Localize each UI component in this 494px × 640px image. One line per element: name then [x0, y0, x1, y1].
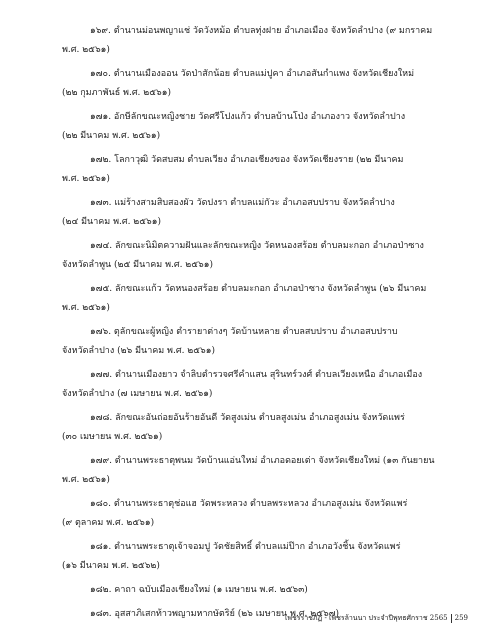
footer-divider	[451, 614, 452, 623]
entry-continuation-line: จังหวัดลำปาง (๗ เมษายน พ.ศ. ๒๕๖๑)	[62, 389, 213, 399]
bibliography-entry	[62, 581, 467, 600]
entry-first-line: ๑๗๘. ลักขณะอันถ่อยอันร้ายอันดี วัดสูงเม่น ตำบลสูงเม่น อำเภอสูงเม่น จังหวัดแพร่	[90, 413, 405, 423]
footer-journal-title: เพชรราชภัฏ - เพชรล้านนา ประจำปีพุทธศักราช 2565	[284, 614, 448, 622]
entry-first-line: ๑๗๙. ตำนานพระธาตุพนม วัดบ้านแอ่นใหม่ อำเภอดอยเต่า จังหวัดเชียงใหม่ (๑๓ กันยายน	[90, 456, 435, 466]
bibliography-entry	[62, 237, 467, 275]
bibliography-entry	[62, 22, 467, 60]
bibliography-entry	[62, 280, 467, 318]
entry-first-line: ๑๘๒. คาถา ฉบับเมืองเชียงใหม่ (๑ เมษายน พ.ศ. ๒๕๖๓)	[90, 585, 308, 595]
entry-continuation-line: พ.ศ. ๒๕๖๑)	[62, 303, 110, 313]
bibliography-list	[62, 22, 467, 629]
entry-first-line: ๑๗๓. แม่ร้างสามสิบสองผัว วัดปงรา ตำบลแม่กัวะ อำเภอสบปราบ จังหวัดลำปาง	[90, 198, 395, 208]
page-footer	[268, 613, 468, 623]
bibliography-entry	[62, 108, 467, 146]
bibliography-entry	[62, 538, 467, 576]
bibliography-entry	[62, 409, 467, 447]
entry-first-line: ๑๘๐. ตำนานพระธาตุช่อแฮ วัดพระหลวง ตำบลพระหลวง อำเภอสูงเม่น จังหวัดแพร่	[90, 499, 408, 509]
entry-first-line: ๑๗๔. ลักขณะนิมิตความฝันและลักขณะหญิง วัดหนองสร้อย ตำบลมะกอก อำเภอป่าซาง	[90, 241, 424, 251]
entry-continuation-line: จังหวัดลำพูน (๒๕ มีนาคม พ.ศ. ๒๕๖๑)	[62, 260, 213, 270]
entry-first-line: ๑๗๗. ตำนานเมืองยาว จำลิบตำรวจศรีคำแสน สุรินทร์วงศ์ ตำบลเวียงเหนือ อำเภอเมือง	[90, 370, 423, 380]
bibliography-entry	[62, 366, 467, 404]
bibliography-entry	[62, 65, 467, 103]
entry-first-line: ๑๗๕. ลักขณะแก้ว วัดหนองสร้อย ตำบลมะกอก อำเภอป่าซาง จังหวัดลำพูน (๒๖ มีนาคม	[90, 284, 427, 294]
entry-continuation-line: (๒๔ มีนาคม พ.ศ. ๒๕๖๑)	[62, 217, 161, 227]
entry-continuation-line: จังหวัดลำปาง (๒๖ มีนาคม พ.ศ. ๒๕๖๑)	[62, 346, 215, 356]
entry-first-line: ๑๗๖. ตุลักขณะผู้หญิง ตำรายาต่างๆ วัดบ้านหลาย ตำบลสบปราบ อำเภอสบปราบ	[90, 327, 398, 337]
entry-first-line: ๑๗๐. ตำนานเมืองออน วัดป่าสักน้อย ตำบลแม่ปูคา อำเภอสันกำแพง จังหวัดเชียงใหม่	[90, 69, 415, 79]
page-number: 259	[454, 614, 468, 622]
bibliography-entry	[62, 323, 467, 361]
entry-first-line: ๑๗๒. โลกาวุฒิ วัดสบสม ตำบลเวียง อำเภอเชียงของ จังหวัดเชียงราย (๒๒ มีนาคม	[90, 155, 404, 165]
entry-continuation-line: พ.ศ. ๒๕๖๑)	[62, 45, 110, 55]
entry-first-line: ๑๖๙. ตำนานม่อนพญาแช่ วัดวังหม้อ ตำบลทุ่งฝาย อำเภอเมือง จังหวัดลำปาง (๙ มกราคม	[90, 26, 433, 36]
bibliography-entry	[62, 452, 467, 490]
entry-continuation-line: (๓๐ เมษายน พ.ศ. ๒๕๖๑)	[62, 432, 163, 442]
bibliography-entry	[62, 495, 467, 533]
entry-continuation-line: (๑๖ มีนาคม พ.ศ. ๒๕๖๒)	[62, 561, 160, 571]
entry-continuation-line: พ.ศ. ๒๕๖๑)	[62, 475, 110, 485]
entry-continuation-line: (๙ ตุลาคม พ.ศ. ๒๕๖๑)	[62, 518, 155, 528]
bibliography-entry	[62, 151, 467, 189]
entry-first-line: ๑๘๓. อุสสาภิเสกท้าวพญามหากษัตริย์ (๒๖ เมษายน พ.ศ. ๒๕๖๗)	[90, 609, 339, 619]
entry-continuation-line: (๒๒ กุมภาพันธ์ พ.ศ. ๒๕๖๑)	[62, 88, 171, 98]
entry-first-line: ๑๘๑. ตำนานพระธาตุเจ้าจอมปู วัดชัยสิทธิ์ ตำบลแม่ป๊าก อำเภอวังชิ้น จังหวัดแพร่	[90, 542, 401, 552]
bibliography-entry	[62, 194, 467, 232]
entry-first-line: ๑๗๑. อักษีลักขณะหญิงชาย วัดศรีโปงแก้ว ตำบลบ้านโป่ง อำเภองาว จังหวัดลำปาง	[90, 112, 406, 122]
entry-continuation-line: (๒๒ มีนาคม พ.ศ. ๒๕๖๑)	[62, 131, 161, 141]
entry-continuation-line: พ.ศ. ๒๕๖๑)	[62, 174, 110, 184]
